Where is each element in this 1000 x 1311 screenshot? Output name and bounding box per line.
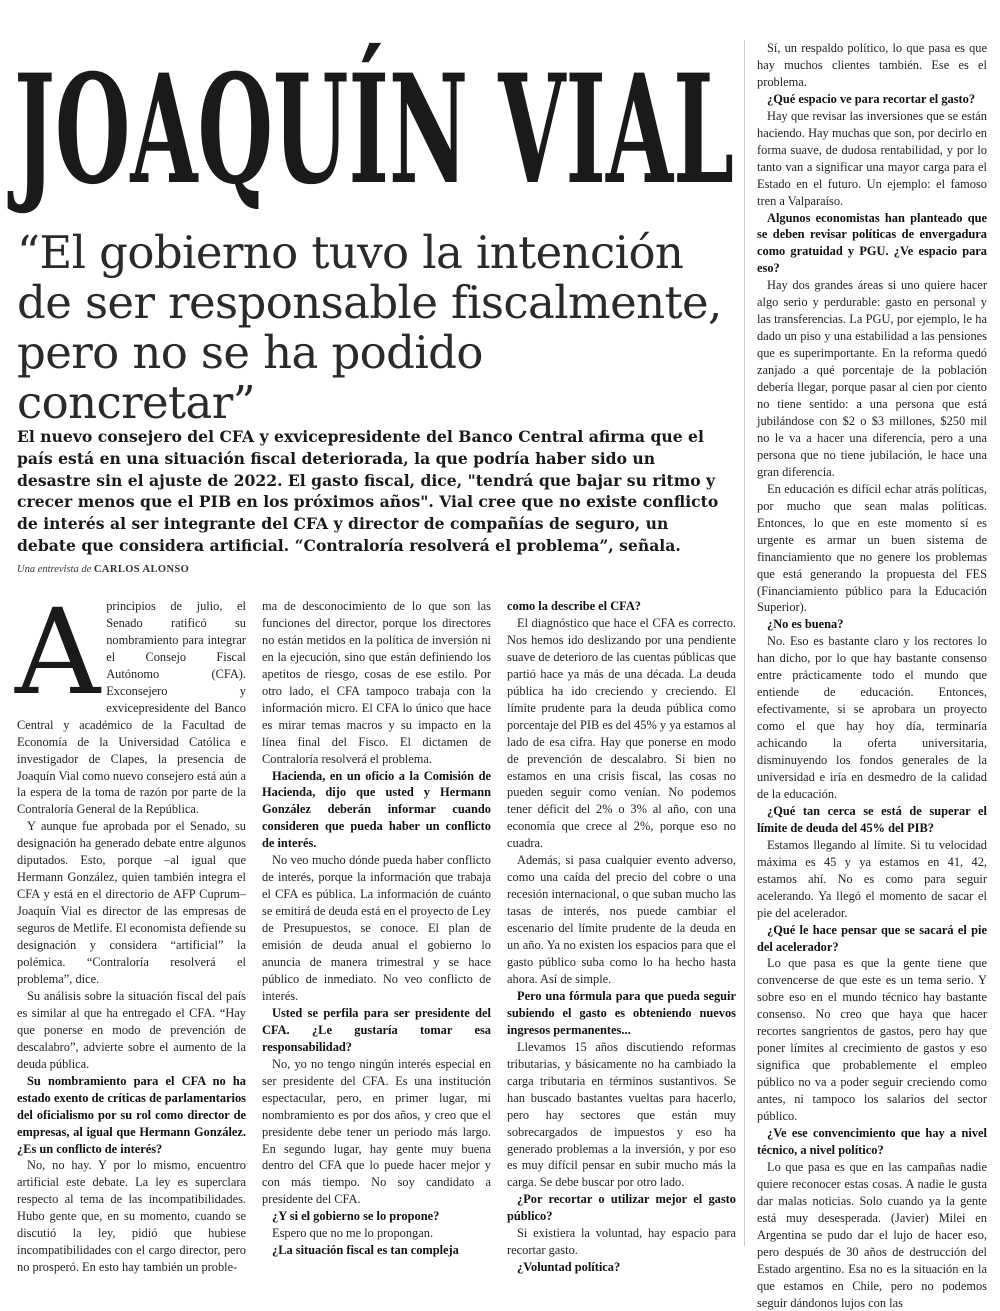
body-paragraph: Lo que pasa es que la gente tiene que convencerse de que este es un tema serio. Y sobre eso en el mundo técnico hay bastante consenso. No creo que haya que hacer recortes sangrientos de gastos, pero hay que poner límites al crecimiento de gastos y eso significa que probablemente el empleo público no va a poder seguir creciendo como antes, ni tampoco los salarios del sector público.	[757, 956, 987, 1124]
body-paragraph: Lo que pasa es que en las campañas nadie quiere reconocer estas cosas. A nadie le gusta dar malas noticias. Solo cuando ya la gente está muy desesperada. (Javier) Milei en Argentina se pudo dar el lujo de hacer eso, pero después de 30 años de destrucción del Estado argentino. Esa no es la situación en la que estamos en Chile, pero no podemos seguir dándonos lujos con las	[757, 1159, 987, 1310]
body-paragraph: No. Eso es bastante claro y los rectores lo han dicho, por lo que hay bastante consenso entre prácticamente todo el mundo que entiende de educación. Entonces, efectivamente, si se aprobara un proyecto como el que hay hoy día, terminaría achicando la oferta universitaria, disminuyendo los fondos generales de la universidad e iría en desmedro de la calidad de la educación.	[757, 634, 987, 801]
interview-question: ¿La situación fiscal es tan compleja	[272, 1243, 459, 1258]
body-paragraph: Su análisis sobre la situación fiscal del país es similar al que ha entregado el CFA. “Hay que ponerse en modo de prevención de descalabro”, advierte sobre el aumento de la deuda pública.	[17, 988, 246, 1071]
interview-question: ¿Qué tan cerca se está de superar el límite de deuda del 45% del PIB?	[757, 803, 987, 835]
headline-quote	[17, 228, 732, 428]
interview-question: ¿Ve ese convencimiento que hay a nivel técnico, a nivel político?	[757, 1126, 987, 1157]
body-paragraph: Si existiera la voluntad, hay espacio para recortar gasto.	[507, 1226, 736, 1258]
interviewee-name-heading	[7, 14, 735, 218]
name-title-graphic	[7, 14, 735, 218]
text-column-4	[757, 40, 987, 1310]
interview-question: ¿Qué espacio ve para recortar el gasto?	[767, 91, 976, 106]
body-paragraph: Además, si pasa cualquier evento adverso, como una caída del precio del cobre o una recesión internacional, o que suban mucho las tasas de interés, nos puede cambiar el escenario del límite prudente de la deuda en un año. Ya no existen los espacios para que el gasto público suba como lo ha hecho hasta ahora. Así de simple.	[507, 853, 736, 986]
body-paragraph: En educación es difícil echar atrás políticas, por mucho que sean malas políticas. Entonces, lo que en este momento sí es urgente es armar un buen sistema de financiamiento que no genere los problemas que está generando la propuesta del FES (Financiamiento público para la Educación Superior).	[757, 481, 987, 615]
body-paragraph: Espero que no me lo propongan.	[272, 1226, 434, 1241]
headline-line: “El gobierno tuvo la intención	[17, 226, 684, 279]
text-column-3	[507, 598, 736, 1275]
text-column-2	[262, 598, 491, 1258]
body-paragraph: Hay dos grandes áreas si uno quiere hacer algo serio y perdurable: gasto en personal y las transferencias. La PGU, por ejemplo, le ha dado un piso y una estabilidad a las pensiones que es superimportante. En la reforma quedó zanjado a qué porcentaje de la población debería llegar, porque pasar al cien por ciento no tiene sentido: a una persona que está jubilándose con $2 o $3 millones, $250 mil no le va a hacer una diferencia, pero a una persona que no tiene jubilación, le hace una gran diferencia.	[757, 278, 987, 479]
interview-question: ¿Por recortar o utilizar mejor el gasto público?	[507, 1192, 736, 1224]
interview-question: Su nombramiento para el CFA no ha estado exento de críticas de parlamentarios del oficialismo por su rol como director de empresas, al igual que Hermann González. ¿Es un conflicto de interés?	[17, 1073, 246, 1156]
body-paragraph: Estamos llegando al límite. Si tu velocidad máxima es 45 y ya estamos en 41, 42, estamos ahí. No es como para seguir acelerando. Ya llegó el momento de sacar el pie del acelerador.	[757, 837, 987, 920]
interview-question: ¿Y si el gobierno se lo propone?	[272, 1209, 440, 1224]
interview-question: ¿Voluntad política?	[517, 1260, 621, 1275]
interview-question: Pero una fórmula para que pueda seguir subiendo el gasto es obteniendo nuevos ingresos permanentes...	[507, 988, 736, 1037]
headline-line: de ser responsable fiscalmente,	[17, 276, 722, 329]
byline-author: CARLOS ALONSO	[93, 564, 190, 575]
drop-cap: A	[15, 583, 101, 721]
interview-question: Usted se perfila para ser presidente del CFA. ¿Le gustaría tomar esa responsabilidad?	[262, 1005, 491, 1054]
byline	[17, 564, 189, 575]
body-paragraph: Llevamos 15 años discutiendo reformas tributarias, y básicamente no ha cambiado la carga tributaria en términos sustantivos. Se han buscado bastantes vueltas para hacerlo, pero hay sectores que están muy sobrecargados de impuestos y eso ha generado problemas a la inversión, y por eso es muy difícil pensar en subir mucho más la carga. Se debe buscar por otro lado.	[507, 1039, 736, 1190]
body-paragraph: No veo mucho dónde pueda haber conflicto de interés, porque la información que trabaja el CFA es pública. La información de cuánto se emitirá de deuda está en el proyecto de Ley de Presupuestos, se conoce. El plan de emisión de deuda anual el gobierno lo anuncia de manera trimestral y se hace público de inmediato. No veo conflicto de interés.	[262, 853, 491, 1003]
body-paragraph: No, no hay. Y por lo mismo, encuentro artificial este debate. La ley es superclara respecto al tema de las incompatibilidades. Hubo gente que, en su momento, cuando se discutió la ley, pidió que hubiese incompatibilidades con el cargo director, pero no prosperó. En esto hay también un proble-	[17, 1158, 246, 1275]
interview-question: como la describe el CFA?	[507, 599, 641, 613]
text-column-1	[15, 583, 246, 1275]
body-paragraph: Y aunque fue aprobada por el Senado, su designación ha generado debate entre algunos diputados. Esto, porque –al igual que Hermann González, quien también integra el CFA y está en el directorio de AFP Cuprum– Joaquín Vial es director de las empresas de seguros de Metlife. El economista defiende su designación y considera “artificial” la polémica. “Contraloría resolverá el problema”, dice.	[17, 819, 246, 986]
byline-prefix: Una entrevista de	[17, 564, 92, 575]
body-paragraph: Hay que revisar las inversiones que se están haciendo. Hay muchas que son, por decirlo en forma suave, de dudosa rentabilidad, y por lo tanto van a significar una mayor carga para el Estado en el futuro. Un ejemplo: el famoso tren a Valparaíso.	[757, 108, 987, 208]
body-paragraph: No, yo no tengo ningún interés especial en ser presidente del CFA. Es una institución espectacular, pero, en primer lugar, mi nombramiento es por dos años, y creo que el presidente debe tener un periodo más largo. En segundo lugar, hay gente muy buena dentro del CFA que lo puede hacer mejor y con más tiempo. No soy candidato a presidente del CFA.	[262, 1056, 491, 1207]
body-paragraph	[15, 583, 246, 818]
name-text: JOAQUÍN VIAL	[7, 42, 735, 218]
interview-question: Algunos economistas han planteado que se deben revisar políticas de envergadura como gratuidad y PGU. ¿Ve espacio para eso?	[757, 210, 987, 276]
interview-question: ¿Qué le hace pensar que se sacará el pie del acelerador?	[757, 922, 987, 954]
interview-question: ¿No es buena?	[767, 617, 844, 632]
article-deck: El nuevo consejero del CFA y exvicepresidente del Banco Central afirma que el país está en una situación fiscal deteriorada, la que podría haber sido un desastre sin el ajuste de 2022. El gasto fiscal, dice, "tendrá que bajar su ritmo y crecer menos que el PIB en los próximos años". Vial cree que no existe conflicto de interés al ser integrante del CFA y director de compañías de seguro, un debate que considera artificial. “Contraloría resolverá el problema”, señala.	[17, 427, 719, 555]
body-paragraph: El diagnóstico que hace el CFA es correcto. Nos hemos ido deslizando por una pendiente suave de deterioro de las cuentas públicas que partió hace ya más de una década. La deuda pública ha ido creciendo y creciendo. El límite prudente para la deuda pública como porcentaje del PIB es del 45% y ya estamos al lado de esa cifra. Hay que ponerse en modo de prevención de descalabro. Si bien no estamos en una crisis fiscal, las cosas no pueden seguir como venían. No podemos tener déficit del 2% o 3% al año, con una economía que crece al 2%, porque eso no cuadra.	[507, 615, 736, 851]
body-paragraph: Sí, un respaldo político, lo que pasa es que hay muchos clientes también. Ese es el problema.	[757, 41, 987, 89]
interview-question: Hacienda, en un oficio a la Comisión de Hacienda, dijo que usted y Hermann González deberán informar cuando consideren que pueda haber un conflicto de interés.	[262, 768, 491, 851]
column-divider	[744, 40, 745, 1246]
body-paragraph: ma de desconocimiento de lo que son las funciones del director, porque los directores no están metidos en la política de inversión ni en la ejecución, sino que están definiendo los apetitos de riesgo, cosas de ese estilo. Por otro lado, el CFA tampoco trabaja con la información micro. El CFA lo único que hace es mirar temas macros y su impacto en la línea final del Fisco. El dictamen de Contraloría resolverá el problema.	[262, 599, 491, 766]
headline-line: pero no se ha podido concretar”	[17, 326, 483, 429]
first-paragraph-text: principios de julio, el Senado ratificó su nombramiento para integrar el Consejo Fiscal Autónomo (CFA). Exconsejero y exvicepresidente del Banco Central y académico de la Facultad de Economía de la Universidad Católica e investigador de Clapes, la presencia de Joaquín Vial como nuevo consejero está aún a la espera de la toma de razón por parte de la Contraloría General de la República.	[17, 599, 246, 817]
